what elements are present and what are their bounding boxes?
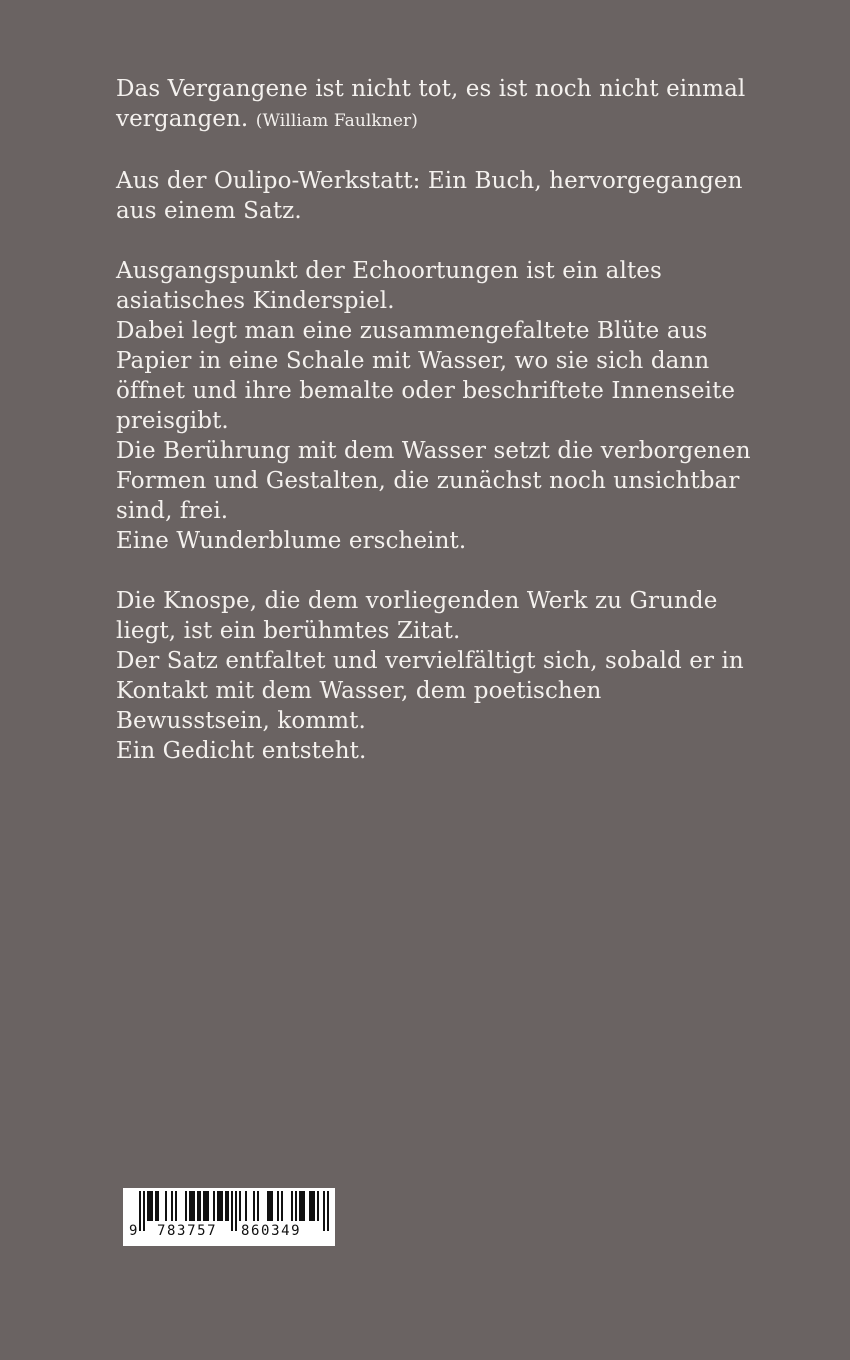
barcode-bar — [227, 1191, 229, 1221]
barcode-bar — [171, 1191, 173, 1221]
barcode-bar — [277, 1191, 279, 1221]
barcode-bar — [309, 1191, 311, 1221]
text-line: liegt, ist ein berühmtes Zitat. — [116, 618, 461, 644]
barcode-right-group: 860349 — [241, 1223, 302, 1239]
barcode-bar — [225, 1191, 227, 1221]
barcode-bar — [299, 1191, 301, 1221]
barcode-bar — [207, 1191, 209, 1221]
barcode-bar — [185, 1191, 187, 1221]
barcode-bar — [157, 1191, 159, 1221]
barcode-bar — [155, 1191, 157, 1221]
barcode-first-digit: 9 — [129, 1223, 138, 1239]
barcode-bar — [253, 1191, 255, 1221]
text-line: Kontakt mit dem Wasser, dem poetischen — [116, 678, 602, 704]
text-line: aus einem Satz. — [116, 198, 302, 224]
barcode-bar — [213, 1191, 215, 1221]
barcode-bar — [267, 1191, 269, 1221]
barcode-bar — [193, 1191, 195, 1221]
text-line: Eine Wunderblume erscheint. — [116, 528, 467, 554]
barcode-bar — [203, 1191, 205, 1221]
barcode-bar — [303, 1191, 305, 1221]
text-line: öffnet und ihre bemalte oder beschriftete Innenseite — [116, 378, 736, 404]
barcode-bar — [149, 1191, 151, 1221]
back-cover-text — [116, 74, 756, 796]
barcode-bar — [311, 1191, 313, 1221]
barcode-bar — [175, 1191, 177, 1221]
barcode-bar — [239, 1191, 241, 1221]
text-line: Die Berührung mit dem Wasser setzt die verborgenen — [116, 438, 751, 464]
text-line: preisgibt. — [116, 408, 229, 434]
barcode-bar — [165, 1191, 167, 1221]
barcode-bar — [291, 1191, 293, 1221]
description-paragraph — [116, 256, 756, 556]
barcode-bar — [189, 1191, 191, 1221]
text-line: Papier in eine Schale mit Wasser, wo sie sich dann — [116, 348, 710, 374]
text-line: Formen und Gestalten, die zunächst noch unsichtbar — [116, 468, 740, 494]
barcode-bar — [271, 1191, 273, 1221]
text-line: Ausgangspunkt der Echoortungen ist ein altes — [116, 258, 662, 284]
barcode-bar — [301, 1191, 303, 1221]
barcode-bar — [221, 1191, 223, 1221]
text-line: Aus der Oulipo-Werkstatt: Ein Buch, hervorgegangen — [116, 168, 743, 194]
barcode-bar — [281, 1191, 283, 1221]
quote-paragraph — [116, 74, 756, 136]
barcode-bar — [197, 1191, 199, 1221]
text-line: Ein Gedicht entsteht. — [116, 738, 367, 764]
intro-paragraph — [116, 166, 756, 226]
barcode-bar — [151, 1191, 153, 1221]
barcode-left-group: 783757 — [157, 1223, 218, 1239]
barcode-bar — [269, 1191, 271, 1221]
text-line-content: vergangen. — [116, 106, 249, 132]
quote-citation: (William Faulkner) — [255, 111, 418, 131]
text-line: Der Satz entfaltet und vervielfältigt sich, sobald er in — [116, 648, 744, 674]
text-line — [116, 104, 756, 136]
barcode-bar — [317, 1191, 319, 1221]
barcode-bar — [217, 1191, 219, 1221]
barcode-bar — [205, 1191, 207, 1221]
text-line: Dabei legt man eine zusammengefaltete Blüte aus — [116, 318, 708, 344]
barcode-bar — [257, 1191, 259, 1221]
barcode-bar — [147, 1191, 149, 1221]
text-line: asiatisches Kinderspiel. — [116, 288, 395, 314]
text-line: Die Knospe, die dem vorliegenden Werk zu Grunde — [116, 588, 718, 614]
text-line: Bewusstsein, kommt. — [116, 708, 366, 734]
barcode-digits — [123, 1222, 335, 1244]
barcode-bar — [295, 1191, 297, 1221]
text-line: sind, frei. — [116, 498, 229, 524]
isbn-barcode — [123, 1188, 335, 1246]
barcode-bar — [191, 1191, 193, 1221]
barcode-bar — [313, 1191, 315, 1221]
barcode-bar — [199, 1191, 201, 1221]
text-line: Das Vergangene ist nicht tot, es ist noch nicht einmal — [116, 76, 746, 102]
barcode-bar — [245, 1191, 247, 1221]
barcode-bar — [219, 1191, 221, 1221]
closing-paragraph — [116, 586, 756, 766]
